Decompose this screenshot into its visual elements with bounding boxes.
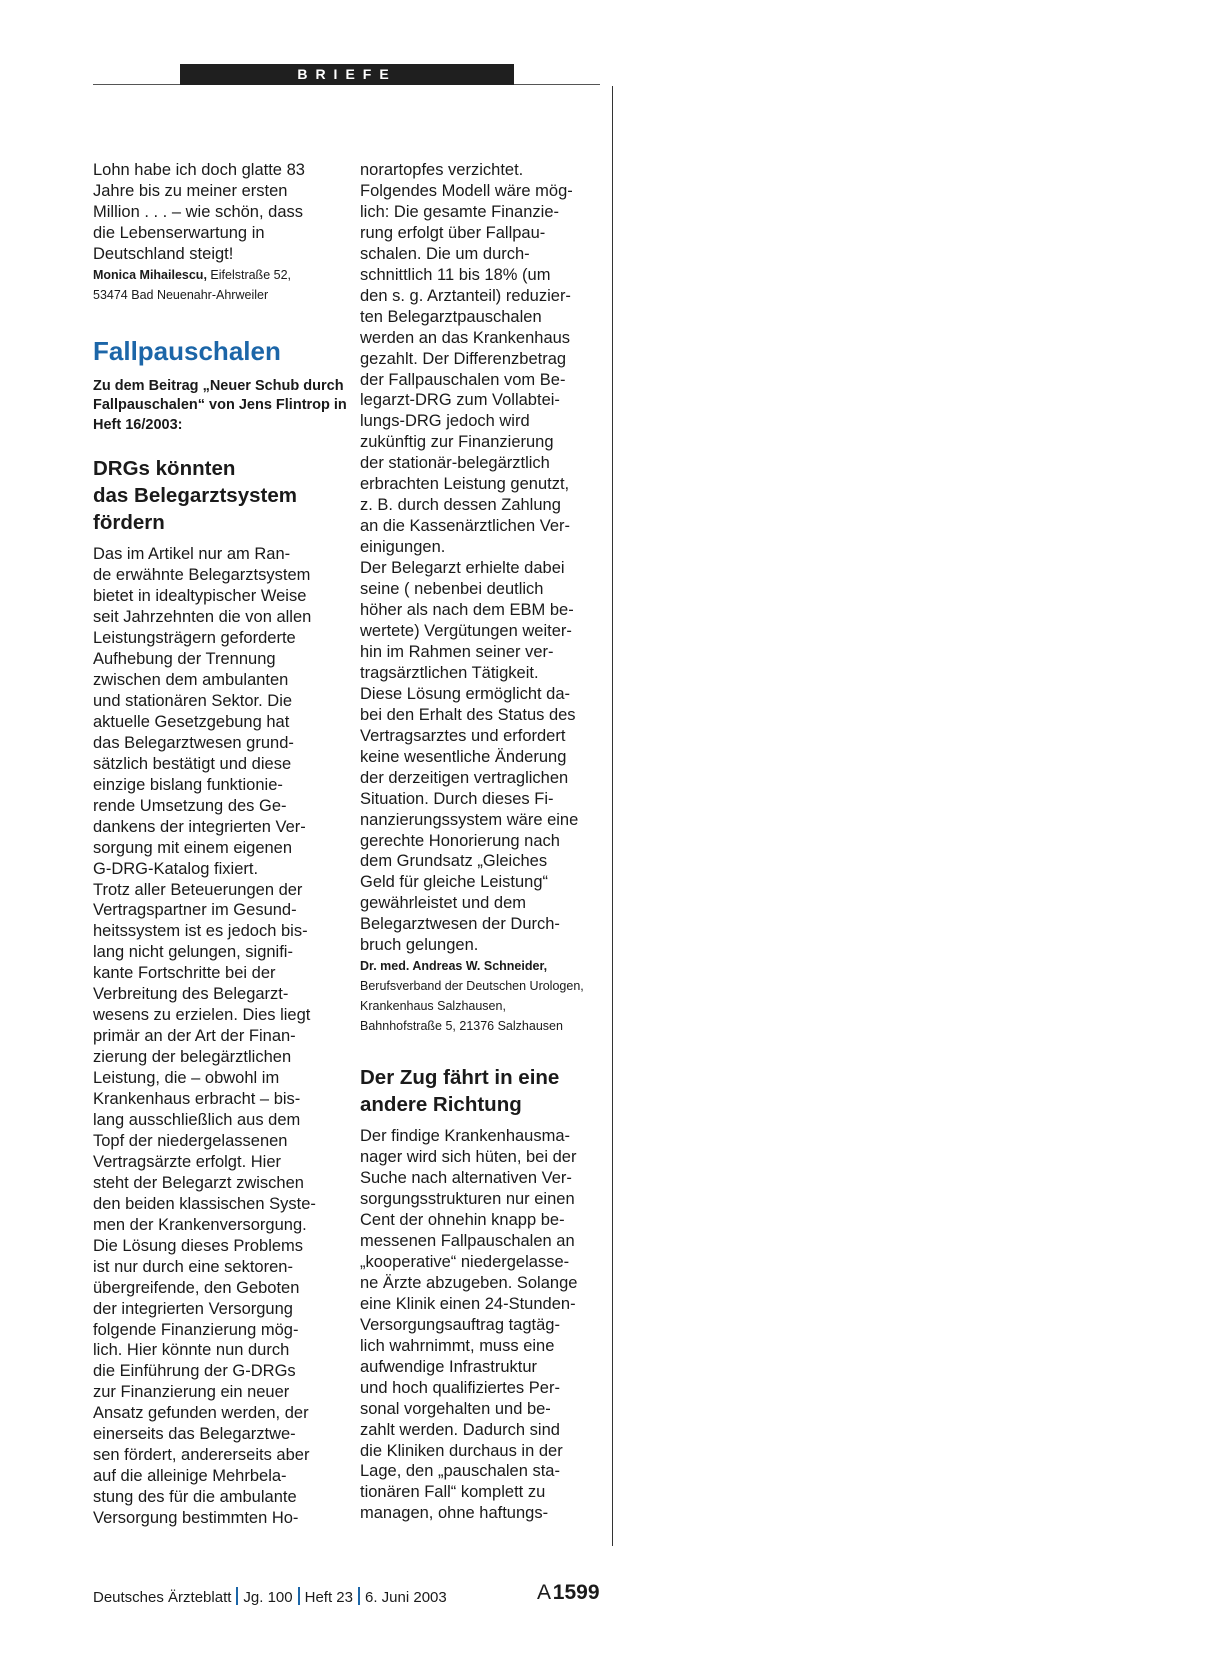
text-line: die Einführung der G-DRGs	[93, 1362, 296, 1381]
text-line: schnittlich 11 bis 18% (um	[360, 265, 551, 284]
letter-headline	[93, 455, 333, 536]
text-line: wesens zu erzielen. Dies liegt	[93, 1006, 311, 1025]
text-line: bruch gelungen.	[360, 936, 479, 955]
text-line: heitssystem ist es jedoch bis-	[93, 922, 308, 941]
text-line: bei den Erhalt des Status des	[360, 705, 576, 724]
text-line: sonal vorgehalten und be-	[360, 1399, 551, 1418]
text-line: und stationären Sektor. Die	[93, 691, 293, 710]
text-line: einerseits das Belegarztwe-	[93, 1425, 296, 1444]
text-line: lich. Hier könnte nun durch	[93, 1341, 290, 1360]
signature-mihailescu	[93, 265, 333, 305]
text-line: seit Jahrzehnten die von allen	[93, 608, 312, 627]
column-left	[93, 160, 347, 1529]
text-line: seine ( nebenbei deutlich	[360, 580, 544, 599]
text-line: men der Krankenversorgung.	[93, 1215, 307, 1234]
text-line: „kooperative“ niedergelasse-	[360, 1252, 570, 1271]
text-line: lang nicht gelungen, signifi-	[93, 943, 293, 962]
journal-volume: Jg. 100	[243, 1589, 293, 1606]
section-title: Fallpauschalen	[93, 335, 281, 366]
signature-schneider	[360, 956, 602, 1036]
text-line: der stationär-belegärztlich	[360, 454, 550, 473]
page-number	[537, 1581, 600, 1605]
text-line: sen fördert, andererseits aber	[93, 1446, 310, 1465]
text-line: fördern	[93, 511, 165, 535]
text-line: Trotz aller Beteuerungen der	[93, 880, 303, 899]
text-line: übergreifende, den Geboten	[93, 1278, 300, 1297]
section-header: BRIEFE	[180, 64, 514, 85]
text-line: ten Belegarztpauschalen	[360, 307, 542, 326]
text-line: wertete) Vergütungen weiter-	[360, 621, 572, 640]
footer-separator	[358, 1587, 360, 1605]
text-line: Leistung, die – obwohl im	[93, 1069, 280, 1088]
footer-separator	[236, 1587, 238, 1605]
text-line: Bahnhofstraße 5, 21376 Salzhausen	[360, 1019, 563, 1034]
text-line: zwischen dem ambulanten	[93, 670, 289, 689]
letter-continuation	[93, 160, 333, 265]
text-line: Vertragsarztes und erfordert	[360, 726, 566, 745]
text-line: das Belegarztwesen grund-	[93, 733, 294, 752]
text-line: keine wesentliche Änderung	[360, 747, 567, 766]
text-line: einzige bislang funktionie-	[93, 775, 283, 794]
text-line: Folgendes Modell wäre mög-	[360, 181, 573, 200]
text-line: nager wird sich hüten, bei der	[360, 1148, 577, 1167]
text-line: Die Lösung dieses Problems	[93, 1236, 304, 1255]
text-line: G-DRG-Katalog fixiert.	[93, 859, 259, 878]
text-line: Aufhebung der Trennung	[93, 650, 276, 669]
text-line: Situation. Durch dieses Fi-	[360, 789, 554, 808]
text-line: Fallpauschalen“ von Jens Flintrop in	[93, 397, 347, 414]
text-line: tionären Fall“ komplett zu	[360, 1483, 546, 1502]
text-line: eine Klinik einen 24-Stunden-	[360, 1294, 576, 1313]
signature-address	[360, 976, 602, 1036]
text-line: schalen. Die um durch-	[360, 244, 530, 263]
text-line: Krankenhaus Salzhausen,	[360, 999, 506, 1014]
text-line: dem Grundsatz „Gleiches	[360, 852, 548, 871]
text-line: Deutschland steigt!	[93, 244, 234, 263]
text-line: Krankenhaus erbracht – bis-	[93, 1090, 301, 1109]
letter-body	[360, 160, 602, 956]
journal-name: Deutsches Ärzteblatt	[93, 1589, 232, 1606]
text-line: Der Belegarzt erhielte dabei	[360, 559, 565, 578]
text-line: sorgungsstrukturen nur einen	[360, 1190, 575, 1209]
text-line: andere Richtung	[360, 1093, 522, 1117]
text-line: sorgung mit einem eigenen	[93, 838, 293, 857]
text-line: höher als nach dem EBM be-	[360, 601, 574, 620]
text-line: Geld für gleiche Leistung“	[360, 873, 549, 892]
text-line: zierung der belegärztlichen	[93, 1048, 292, 1067]
text-line: an die Kassenärztlichen Ver-	[360, 517, 571, 536]
text-line: Berufsverband der Deutschen Urologen,	[360, 979, 584, 994]
page-footer	[93, 1587, 447, 1606]
text-line: ne Ärzte abzugeben. Solange	[360, 1273, 578, 1292]
text-line: aktuelle Gesetzgebung hat	[93, 712, 290, 731]
text-line: zahlt werden. Dadurch sind	[360, 1420, 560, 1439]
signature-name: Dr. med. Andreas W. Schneider,	[360, 959, 548, 974]
text-line: bietet in idealtypischer Weise	[93, 587, 307, 606]
text-line: Leistungsträgern geforderte	[93, 629, 296, 648]
text-line: Lohn habe ich doch glatte 83	[93, 161, 305, 179]
text-line: gerechte Honorierung nach	[360, 831, 560, 850]
text-line: Vertragsärzte erfolgt. Hier	[93, 1152, 281, 1171]
text-line: Cent der ohnehin knapp be-	[360, 1211, 565, 1230]
signature-name: Monica Mihailescu,	[93, 267, 207, 282]
text-line: Heft 16/2003:	[93, 416, 183, 433]
text-line: Der Zug fährt in eine	[360, 1066, 560, 1090]
text-line: werden an das Krankenhaus	[360, 328, 571, 347]
text-line: tragsärztlichen Tätigkeit.	[360, 663, 539, 682]
text-line: norartopfes verzichtet.	[360, 161, 524, 179]
text-line: stung des für die ambulante	[93, 1488, 297, 1507]
text-line: legarzt-DRG zum Vollabtei-	[360, 391, 560, 410]
text-line: zur Finanzierung ein neuer	[93, 1383, 290, 1402]
text-line: gezahlt. Der Differenzbetrag	[360, 349, 567, 368]
text-line: z. B. durch dessen Zahlung	[360, 496, 561, 515]
text-line: den beiden klassischen Syste-	[93, 1194, 316, 1213]
text-line: lang ausschließlich aus dem	[93, 1111, 301, 1129]
text-line: kante Fortschritte bei der	[93, 964, 276, 983]
letter-headline	[360, 1064, 602, 1118]
text-line: Belegarztwesen der Durch-	[360, 915, 560, 934]
signature-address: Eifelstraße 52,	[210, 267, 291, 282]
text-line: Diese Lösung ermöglicht da-	[360, 684, 571, 703]
text-line: rung erfolgt über Fallpau-	[360, 223, 546, 242]
column-rule	[612, 86, 613, 1546]
text-line: folgende Finanzierung mög-	[93, 1320, 299, 1339]
text-line: Verbreitung des Belegarzt-	[93, 985, 289, 1004]
text-line: Lage, den „pauschalen sta-	[360, 1462, 560, 1481]
text-line: sätzlich bestätigt und diese	[93, 754, 292, 773]
text-line: die Lebenserwartung in	[93, 223, 265, 242]
text-line: steht der Belegarzt zwischen	[93, 1173, 304, 1192]
text-line: Ansatz gefunden werden, der	[93, 1404, 309, 1423]
text-line: messenen Fallpauschalen an	[360, 1231, 575, 1250]
text-line: Vertragspartner im Gesund-	[93, 901, 297, 920]
journal-date: 6. Juni 2003	[365, 1589, 447, 1606]
text-line: dankens der integrierten Ver-	[93, 817, 306, 836]
text-line: den s. g. Arztanteil) reduzier-	[360, 286, 571, 305]
column-right	[360, 160, 602, 1524]
signature-address: 53474 Bad Neuenahr-Ahrweiler	[93, 287, 269, 302]
text-line: Suche nach alternativen Ver-	[360, 1169, 572, 1188]
text-line: die Kliniken durchaus in der	[360, 1441, 563, 1460]
text-line: Versorgung bestimmten Ho-	[93, 1509, 299, 1528]
page-number-value: 1599	[552, 1581, 600, 1604]
text-line: Topf der niedergelassenen	[93, 1131, 288, 1150]
text-line: lich wahrnimmt, muss eine	[360, 1336, 555, 1355]
text-line: der Fallpauschalen vom Be-	[360, 370, 566, 389]
text-line: aufwendige Infrastruktur	[360, 1357, 538, 1376]
footer-separator	[298, 1587, 300, 1605]
text-line: das Belegarztsystem	[93, 484, 297, 508]
text-line: auf die alleinige Mehrbela-	[93, 1467, 287, 1486]
text-line: der integrierten Versorgung	[93, 1299, 293, 1318]
text-line: managen, ohne haftungs-	[360, 1504, 549, 1523]
text-line: Zu dem Beitrag „Neuer Schub durch	[93, 377, 344, 394]
text-line: erbrachten Leistung genutzt,	[360, 475, 570, 494]
journal-issue: Heft 23	[304, 1589, 353, 1606]
text-line: ist nur durch eine sektoren-	[93, 1257, 293, 1276]
text-line: Der findige Krankenhausma-	[360, 1127, 571, 1146]
text-line: und hoch qualifiziertes Per-	[360, 1378, 560, 1397]
text-line: lich: Die gesamte Finanzie-	[360, 202, 559, 221]
text-line: hin im Rahmen seiner ver-	[360, 642, 554, 661]
reference-intro	[93, 377, 347, 436]
text-line: rende Umsetzung des Ge-	[93, 796, 287, 815]
text-line: lungs-DRG jedoch wird	[360, 412, 530, 431]
text-line: Das im Artikel nur am Ran-	[93, 545, 291, 564]
text-line: einigungen.	[360, 538, 446, 557]
letter-body	[360, 1126, 602, 1524]
text-line: gewährleistet und dem	[360, 894, 527, 913]
page-prefix: A	[537, 1581, 552, 1604]
text-line: Versorgungsauftrag tagtäg-	[360, 1315, 560, 1334]
letter-body	[93, 544, 333, 1529]
text-line: de erwähnte Belegarztsystem	[93, 566, 311, 585]
text-line: Jahre bis zu meiner ersten	[93, 181, 288, 200]
text-line: zukünftig zur Finanzierung	[360, 433, 554, 452]
text-line: nanzierungssystem wäre eine	[360, 810, 579, 829]
text-line: Million . . . – wie schön, dass	[93, 202, 304, 221]
text-line: der derzeitigen vertraglichen	[360, 768, 569, 787]
text-line: primär an der Art der Finan-	[93, 1027, 296, 1046]
text-line: DRGs könnten	[93, 457, 236, 481]
